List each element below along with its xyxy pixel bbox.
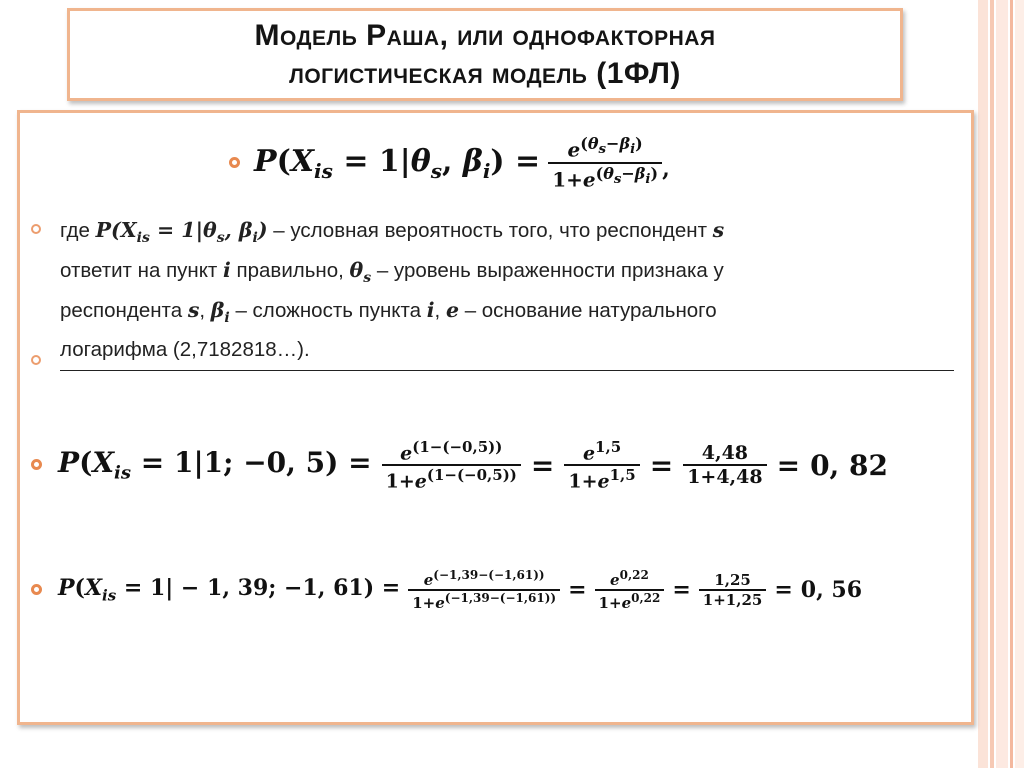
desc-probability-term: $P(X_{is} = 1|\theta_s$, $\beta_i$) [95,218,268,247]
example-1-f2-numerator: $e^{1,5}$ [582,437,622,464]
desc-text-6: – сложность пункта [235,299,422,323]
example-2-eq-2: = [672,577,691,603]
desc-var-i-2: i [426,298,435,323]
title-line-1: Модель Раша, или однофакторная [254,18,716,52]
desc-var-i: i [223,258,231,283]
bullet-3 [31,355,41,365]
example-1-formula [58,420,888,510]
example-2-f1-numerator: $e^{(-1,39-(-1,61))}$ [423,568,545,589]
example-2-lhs: $P(X_{is} = 1| - 1$, 39; −1, 61) = [58,575,401,605]
main-formula-fraction [548,134,662,191]
main-formula-denominator: $1+e^{(\theta_s-\beta_i)}$ [548,162,662,192]
example-2-result: 0, 56 [800,577,863,603]
example-2-f2-denominator: $1+e^{0,22}$ [595,589,665,612]
horizontal-rule [60,370,954,371]
desc-text-4: – уровень выраженности признака у [376,259,724,283]
example-1-result: 0, 82 [810,448,889,482]
example-2-eq-1: = [568,577,587,603]
example-2-formula [58,550,862,630]
example-2-fraction-3 [699,571,767,609]
main-formula-comma: , [662,156,670,182]
example-2-fraction-2 [595,568,665,612]
desc-text-8: логарифма (2,7182818…). [60,338,310,362]
desc-var-beta: $\beta_i$ [210,298,230,327]
desc-var-s-2: s [187,298,200,323]
example-1-f1-denominator: $1+e^{(1-(-0,5))}$ [382,464,521,492]
desc-var-theta: $\theta_s$ [349,258,372,287]
example-1-eq-1: = [530,448,555,482]
bullet-1 [229,157,240,168]
desc-text-7: – основание натурального [464,299,717,323]
example-1-f1-numerator: $e^{(1-(-0,5))}$ [400,437,503,464]
desc-var-s: s [712,218,725,242]
desc-text-5: респондента [60,299,183,323]
example-1-f3-numerator: 4,48 [701,442,749,464]
example-2-eq-3: = [774,577,793,603]
title-line-2: логистическая модель (1ФЛ) [289,56,681,90]
main-formula-numerator: $e^{(\theta_s-\beta_i)}$ [567,134,643,162]
description-paragraph: где $P(X_{is} = 1|\theta_s$, $\beta_i$) – условная вероятность того, что респондент s ответит на пункт i правильно, $\theta_s$ – уровень выраженности признака у респондента s, $\beta_i$ – сложность пункта i, e – основание натурального логарифма (2,7182818…). [60,218,725,362]
bullet-2 [31,224,41,234]
example-1-f3-denominator: 1+4,48 [683,464,766,488]
title-box [67,8,903,101]
bullet-4 [31,459,42,470]
example-1-fraction-1 [382,438,521,493]
desc-where: где [60,219,90,242]
main-formula [254,118,670,208]
example-1-lhs: $P(X_{is} = 1|1$; −0, 5) = [58,446,372,484]
example-1-fraction-3 [683,442,766,488]
example-1-f2-denominator: $1+e^{1,5}$ [564,464,639,492]
example-2-fraction-1 [408,568,560,612]
main-formula-lhs: $P(X_{is} = 1|\theta_s$, $\beta_i$) = [254,143,541,183]
desc-text-3: правильно, [236,259,344,283]
example-1-eq-2: = [649,448,674,482]
desc-text-2: ответит на пункт [60,259,218,283]
desc-text-1: – условная вероятность того, что респондент [273,219,707,242]
example-2-f3-denominator: 1+1,25 [699,589,767,609]
desc-var-e: e [445,298,459,323]
decorative-stripes [978,0,1024,768]
example-1-eq-3: = [776,448,801,482]
example-2-f2-numerator: $e^{0,22}$ [610,568,649,589]
example-2-f1-denominator: $1+e^{(-1,39-(-1,61))}$ [408,589,560,612]
example-1-fraction-2 [564,438,639,493]
example-2-f3-numerator: 1,25 [714,571,751,589]
bullet-5 [31,584,42,595]
